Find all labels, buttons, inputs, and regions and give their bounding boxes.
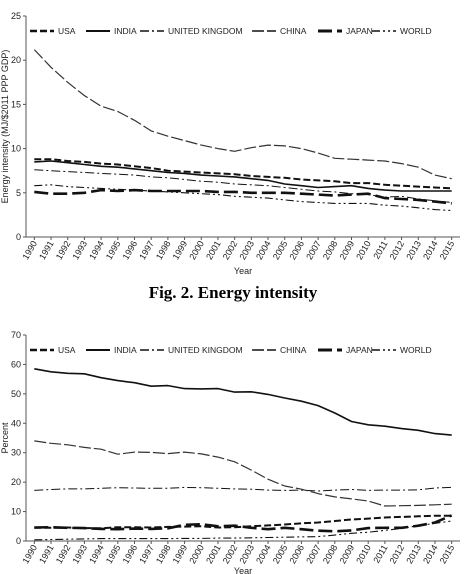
y-tick-label: 20 xyxy=(10,477,21,488)
x-tick-label: 1999 xyxy=(170,239,190,262)
y-tick-label: 0 xyxy=(15,536,21,546)
legend-label-china: CHINA xyxy=(280,345,307,355)
x-tick-label: 1995 xyxy=(103,239,123,262)
x-tick-label: 2010 xyxy=(354,543,373,566)
y-tick-label: 10 xyxy=(10,506,21,517)
x-tick-label: 1996 xyxy=(120,543,140,566)
series-line-china xyxy=(34,441,451,506)
x-tick-label: 1992 xyxy=(53,239,73,262)
x-tick-label: 1999 xyxy=(170,543,190,566)
x-tick-label: 2012 xyxy=(387,543,407,566)
x-tick-label: 2011 xyxy=(371,543,390,565)
legend-label-japan: JAPAN xyxy=(346,26,373,36)
x-tick-label: 2015 xyxy=(437,543,457,566)
y-tick-label: 25 xyxy=(10,11,21,21)
y-tick-label: 0 xyxy=(15,232,21,242)
x-tick-label: 2014 xyxy=(421,543,440,566)
x-tick-label: 1997 xyxy=(137,543,156,566)
x-axis-label: Year xyxy=(233,266,253,276)
x-tick-label: 2015 xyxy=(437,239,457,262)
y-axis-label: Energy intensity (MJ/$2011 PPP GDP) xyxy=(0,49,10,204)
legend-label-united-kingdom: UNITED KINGDOM xyxy=(168,26,243,36)
x-tick-label: 1991 xyxy=(37,239,56,262)
series-line-japan xyxy=(34,190,451,203)
x-tick-label: 2003 xyxy=(237,543,257,566)
x-tick-label: 1997 xyxy=(137,239,156,262)
x-tick-label: 2004 xyxy=(254,239,273,262)
y-tick-label: 30 xyxy=(10,447,21,458)
x-tick-label: 1998 xyxy=(153,543,173,566)
legend-label-japan: JAPAN xyxy=(346,345,373,355)
x-tick-label: 2008 xyxy=(320,543,340,566)
legend-label-india: INDIA xyxy=(114,26,137,36)
y-tick-label: 70 xyxy=(10,330,21,340)
x-tick-label: 1991 xyxy=(37,543,56,566)
percent-chart xyxy=(0,322,466,574)
x-tick-label: 2001 xyxy=(204,239,223,262)
x-tick-label: 2009 xyxy=(337,239,357,262)
x-tick-label: 1998 xyxy=(153,239,173,262)
x-tick-label: 2007 xyxy=(304,543,323,566)
x-tick-label: 2004 xyxy=(254,543,273,566)
x-tick-label: 2005 xyxy=(270,239,290,262)
figure-caption: Fig. 2. Energy intensity xyxy=(148,283,318,302)
x-tick-label: 2002 xyxy=(220,239,240,262)
x-tick-label: 2001 xyxy=(204,543,223,566)
x-tick-label: 2010 xyxy=(354,239,373,262)
y-tick-label: 40 xyxy=(10,418,21,429)
legend-label-world: WORLD xyxy=(400,345,432,355)
x-tick-label: 1996 xyxy=(120,239,140,262)
x-tick-label: 2014 xyxy=(421,239,440,262)
x-tick-label: 1993 xyxy=(70,543,90,566)
x-tick-label: 2003 xyxy=(237,239,257,262)
legend-label-united-kingdom: UNITED KINGDOM xyxy=(168,345,243,355)
legend-label-china: CHINA xyxy=(280,26,307,36)
x-tick-label: 1995 xyxy=(103,543,123,566)
y-tick-label: 60 xyxy=(10,359,21,370)
x-tick-label: 1993 xyxy=(70,239,90,262)
y-tick-label: 10 xyxy=(10,143,21,154)
x-tick-label: 2013 xyxy=(404,543,424,566)
x-tick-label: 2000 xyxy=(187,543,207,566)
x-tick-label: 2006 xyxy=(287,239,307,262)
x-tick-label: 2007 xyxy=(304,239,323,262)
x-tick-label: 1990 xyxy=(20,543,40,566)
legend-label-usa: USA xyxy=(58,26,76,36)
series-line-world xyxy=(34,521,451,540)
x-tick-label: 1994 xyxy=(87,239,106,262)
x-tick-label: 2000 xyxy=(187,239,207,262)
energy-intensity-chart xyxy=(0,0,466,282)
x-tick-label: 2011 xyxy=(371,239,390,261)
y-tick-label: 5 xyxy=(15,187,21,198)
y-axis-label: Percent xyxy=(0,422,10,454)
legend-label-india: INDIA xyxy=(114,345,137,355)
x-tick-label: 2006 xyxy=(287,543,307,566)
x-tick-label: 2013 xyxy=(404,239,424,262)
series-line-india xyxy=(34,161,451,191)
x-tick-label: 1994 xyxy=(87,543,106,566)
legend-label-world: WORLD xyxy=(400,26,432,36)
x-tick-label: 1990 xyxy=(20,239,40,262)
series-line-china xyxy=(34,50,451,179)
x-tick-label: 2002 xyxy=(220,543,240,566)
x-tick-label: 2012 xyxy=(387,239,407,262)
y-tick-label: 50 xyxy=(10,388,21,399)
x-tick-label: 2005 xyxy=(270,543,290,566)
x-tick-label: 2008 xyxy=(320,239,340,262)
y-tick-label: 15 xyxy=(10,99,21,110)
legend-label-usa: USA xyxy=(58,345,76,355)
x-tick-label: 1992 xyxy=(53,543,73,566)
x-axis-label: Year xyxy=(233,566,253,574)
x-tick-label: 2009 xyxy=(337,543,357,566)
series-line-united-kingdom xyxy=(34,487,451,491)
y-tick-label: 20 xyxy=(10,55,21,66)
series-line-india xyxy=(34,369,451,435)
